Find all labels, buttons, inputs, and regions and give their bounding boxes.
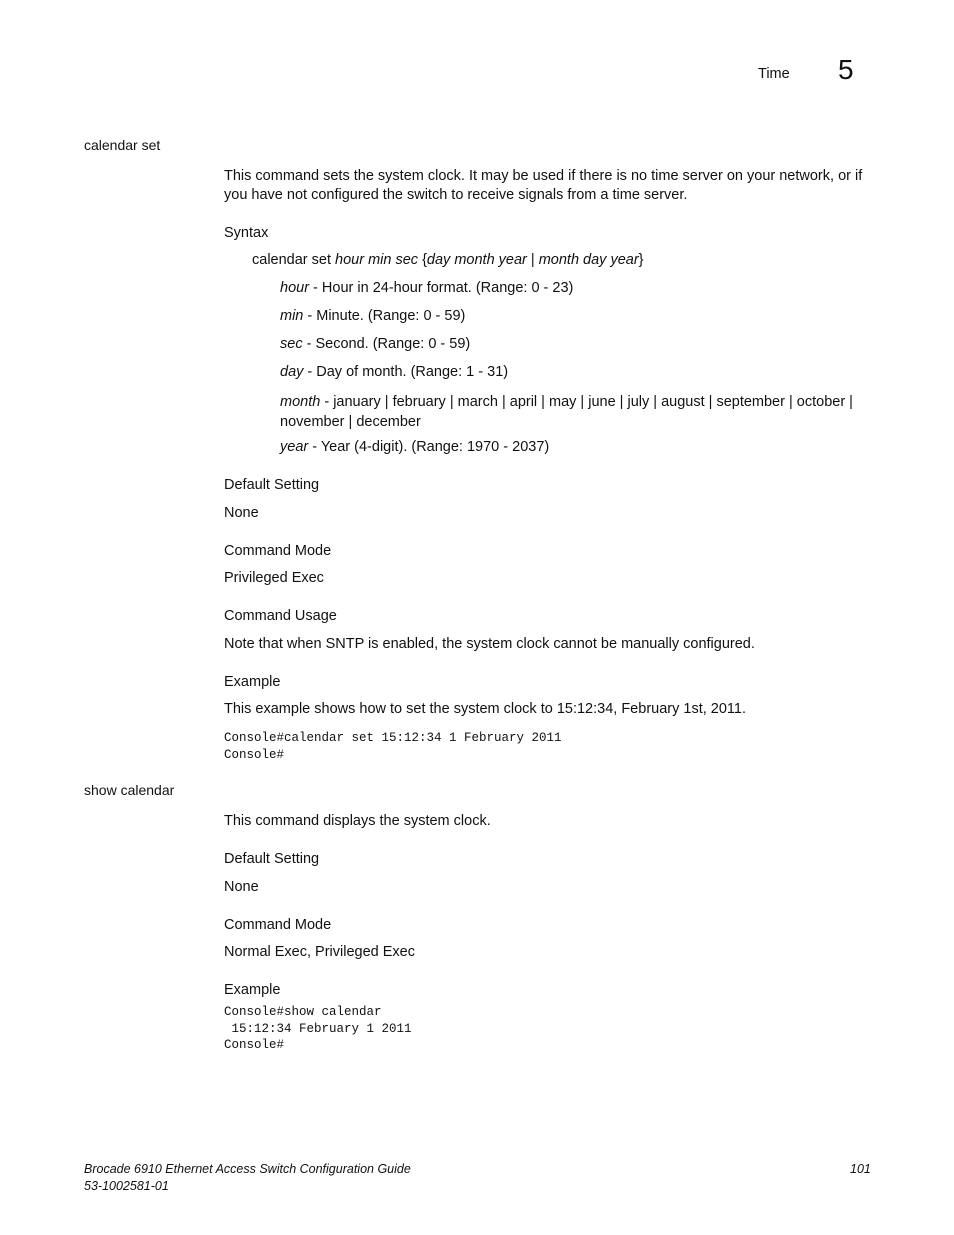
- param-desc: - Second. (Range: 0 - 59): [302, 336, 471, 352]
- month-separator: |: [615, 394, 628, 410]
- month-value-february: february: [392, 394, 446, 410]
- param-name: month: [280, 394, 321, 410]
- param-desc: - Hour in 24-hour format. (Range: 0 - 23): [309, 280, 574, 296]
- calendar-set-description: This command sets the system clock. It may be used if there is no time server on your network, or if you have not configured the switch to receive signals from a time server.: [224, 168, 863, 203]
- month-separator: |: [380, 394, 393, 410]
- param-name: year: [280, 439, 309, 455]
- month-value-april: april: [509, 394, 538, 410]
- default-setting-heading: Default Setting: [224, 477, 320, 493]
- month-value-may: may: [548, 394, 577, 410]
- month-value-july: july: [627, 394, 650, 410]
- default-setting-value: None: [224, 879, 259, 895]
- param-sec: [280, 336, 470, 352]
- param-dash: -: [320, 394, 334, 410]
- month-value-march: march: [457, 394, 498, 410]
- month-value-june: june: [588, 394, 616, 410]
- param-name: day: [280, 364, 304, 380]
- chapter-number: 5: [838, 54, 854, 85]
- syntax-args: hour min sec: [335, 252, 419, 268]
- command-mode-value: Privileged Exec: [224, 570, 324, 586]
- month-separator: |: [649, 394, 662, 410]
- param-desc: - Minute. (Range: 0 - 59): [303, 308, 466, 324]
- param-name: hour: [280, 280, 310, 296]
- syntax-heading: Syntax: [224, 225, 269, 241]
- month-separator: |: [704, 394, 717, 410]
- command-mode-value: Normal Exec, Privileged Exec: [224, 944, 415, 960]
- example-text: This example shows how to set the system clock to 15:12:34, February 1st, 2011.: [224, 701, 746, 717]
- param-name: min: [280, 308, 304, 324]
- param-month: [280, 392, 860, 432]
- syntax-brace-close: }: [638, 252, 644, 268]
- command-title-calendar-set: calendar set: [84, 137, 161, 153]
- month-values: [280, 394, 853, 430]
- syntax-brace-open: {: [422, 252, 427, 268]
- footer-page-number: 101: [850, 1162, 871, 1176]
- param-year: [280, 439, 549, 455]
- month-value-august: august: [661, 394, 705, 410]
- footer-doc-number: 53-1002581-01: [84, 1179, 169, 1193]
- footer-guide-title: Brocade 6910 Ethernet Access Switch Configuration Guide: [84, 1162, 411, 1176]
- command-mode-heading: Command Mode: [224, 917, 332, 933]
- param-hour: [280, 280, 573, 296]
- command-mode-heading: Command Mode: [224, 543, 332, 559]
- example-heading: Example: [224, 982, 281, 998]
- param-day: [280, 364, 508, 380]
- param-desc: - Day of month. (Range: 1 - 31): [303, 364, 509, 380]
- month-separator: |: [845, 394, 853, 410]
- example-heading: Example: [224, 674, 281, 690]
- month-separator: |: [344, 414, 357, 430]
- month-value-november: november: [280, 414, 345, 430]
- command-title-show-calendar: show calendar: [84, 782, 175, 798]
- month-value-december: december: [356, 414, 421, 430]
- syntax-alt2: month day year: [538, 252, 639, 268]
- example-code: Console#show calendar 15:12:34 February 1 2011 Console#: [224, 1005, 412, 1052]
- param-name: sec: [280, 336, 303, 352]
- default-setting-heading: Default Setting: [224, 851, 320, 867]
- month-value-september: september: [716, 394, 785, 410]
- month-separator: |: [497, 394, 510, 410]
- month-value-january: january: [333, 394, 381, 410]
- syntax-command: calendar set: [252, 252, 331, 268]
- syntax-line: [252, 252, 644, 268]
- command-usage-text: Note that when SNTP is enabled, the system clock cannot be manually configured.: [224, 636, 755, 652]
- syntax-pipe: |: [530, 252, 535, 268]
- example-code: Console#calendar set 15:12:34 1 February 2011 Console#: [224, 731, 562, 762]
- month-value-october: october: [796, 394, 846, 410]
- param-min: [280, 308, 465, 324]
- param-desc: - Year (4-digit). (Range: 1970 - 2037): [308, 439, 550, 455]
- month-separator: |: [445, 394, 458, 410]
- command-usage-heading: Command Usage: [224, 608, 337, 624]
- running-header-section: Time: [758, 66, 790, 82]
- month-separator: |: [784, 394, 797, 410]
- month-separator: |: [576, 394, 589, 410]
- default-setting-value: None: [224, 505, 259, 521]
- show-calendar-description: This command displays the system clock.: [224, 813, 491, 829]
- month-separator: |: [537, 394, 549, 410]
- syntax-alt1: day month year: [426, 252, 527, 268]
